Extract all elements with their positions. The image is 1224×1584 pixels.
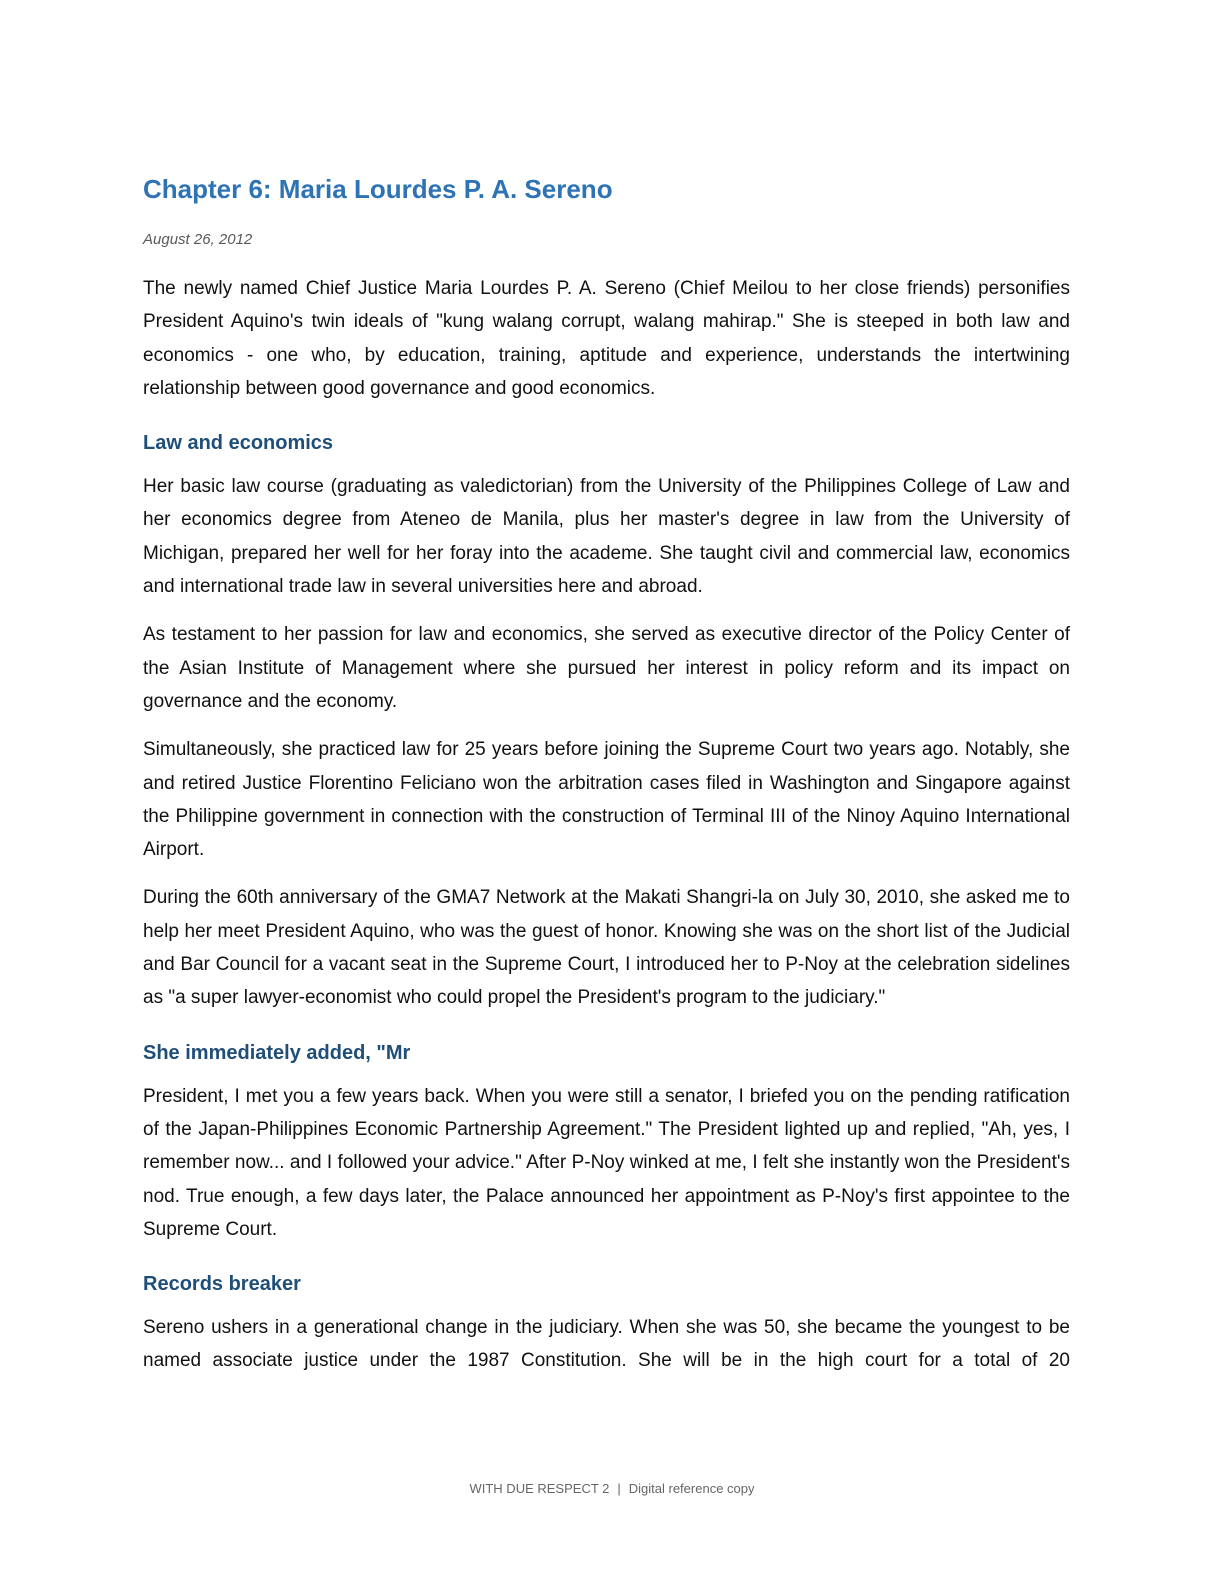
footer-separator: | [617, 1481, 621, 1496]
paragraph: Simultaneously, she practiced law for 25 years before joining the Supreme Court two years ago. Notably, she and retired Justice Florentino Feliciano won the arbitration cases filed in Washington and Singapore against the Philippine government in connection with the construction of Terminal III of the Ninoy Aquino International Airport. [143, 739, 1070, 861]
paragraph: President, I met you a few years back. When you were still a senator, I briefed you on the pending ratification of the Japan-Philippines Economic Partnership Agreement." The President lighted up and replied, "Ah, yes, I remember now... and I followed your advice." After P-Noy winked at me, I felt she instantly won the President's nod. True enough, a few days later, the Palace announced her appointment as P-Noy's first appointee to the Supreme Court. [143, 1085, 1070, 1240]
paragraph: As testament to her passion for law and economics, she served as executive director of the Policy Center of the Asian Institute of Management where she pursued her interest in policy reform and its impact on governance and the economy. [143, 624, 1070, 712]
footer-book-title: WITH DUE RESPECT 2 [469, 1481, 610, 1496]
intro-paragraph: The newly named Chief Justice Maria Lourdes P. A. Sereno (Chief Meilou to her close friends) personifies President Aquino's twin ideals of "kung walang corrupt, walang mahirap." She is steeped in both law and economics - one who, by education, training, aptitude and experience, understands the intertwining relationship between good governance and good economics. [143, 278, 1070, 399]
publication-date: August 26, 2012 [143, 231, 253, 248]
footer-note: Digital reference copy [628, 1481, 755, 1496]
section-heading-records-breaker: Records breaker [143, 1273, 301, 1296]
section-heading-law-and-economics: Law and economics [143, 432, 334, 455]
paragraph: Her basic law course (graduating as valedictorian) from the University of the Philippines College of Law and her economics degree from Ateneo de Manila, plus her master's degree in law from the University of Michigan, prepared her well for her foray into the academe. She taught civil and commercial law, economics and international trade law in several universities here and abroad. [143, 476, 1070, 598]
section-heading-she-immediately-added: She immediately added, "Mr [143, 1041, 411, 1064]
document-content [143, 170, 1070, 1393]
chapter-title: Chapter 6: Maria Lourdes P. A. Sereno [143, 174, 613, 204]
paragraph: Sereno ushers in a generational change in the judiciary. When she was 50, she became the youngest to be named associate justice under the 1987 Constitution. She will be in the high court for a total of 20 [143, 1317, 1070, 1372]
page-footer [0, 1480, 1224, 1498]
paragraph: During the 60th anniversary of the GMA7 Network at the Makati Shangri-la on July 30, 2010, she asked me to help her meet President Aquino, who was the guest of honor. Knowing she was on the short list of the Judicial and Bar Council for a vacant seat in the Supreme Court, I introduced her to P-Noy at the celebration sidelines as "a super lawyer-economist who could propel the President's program to the judiciary." [143, 887, 1070, 1009]
